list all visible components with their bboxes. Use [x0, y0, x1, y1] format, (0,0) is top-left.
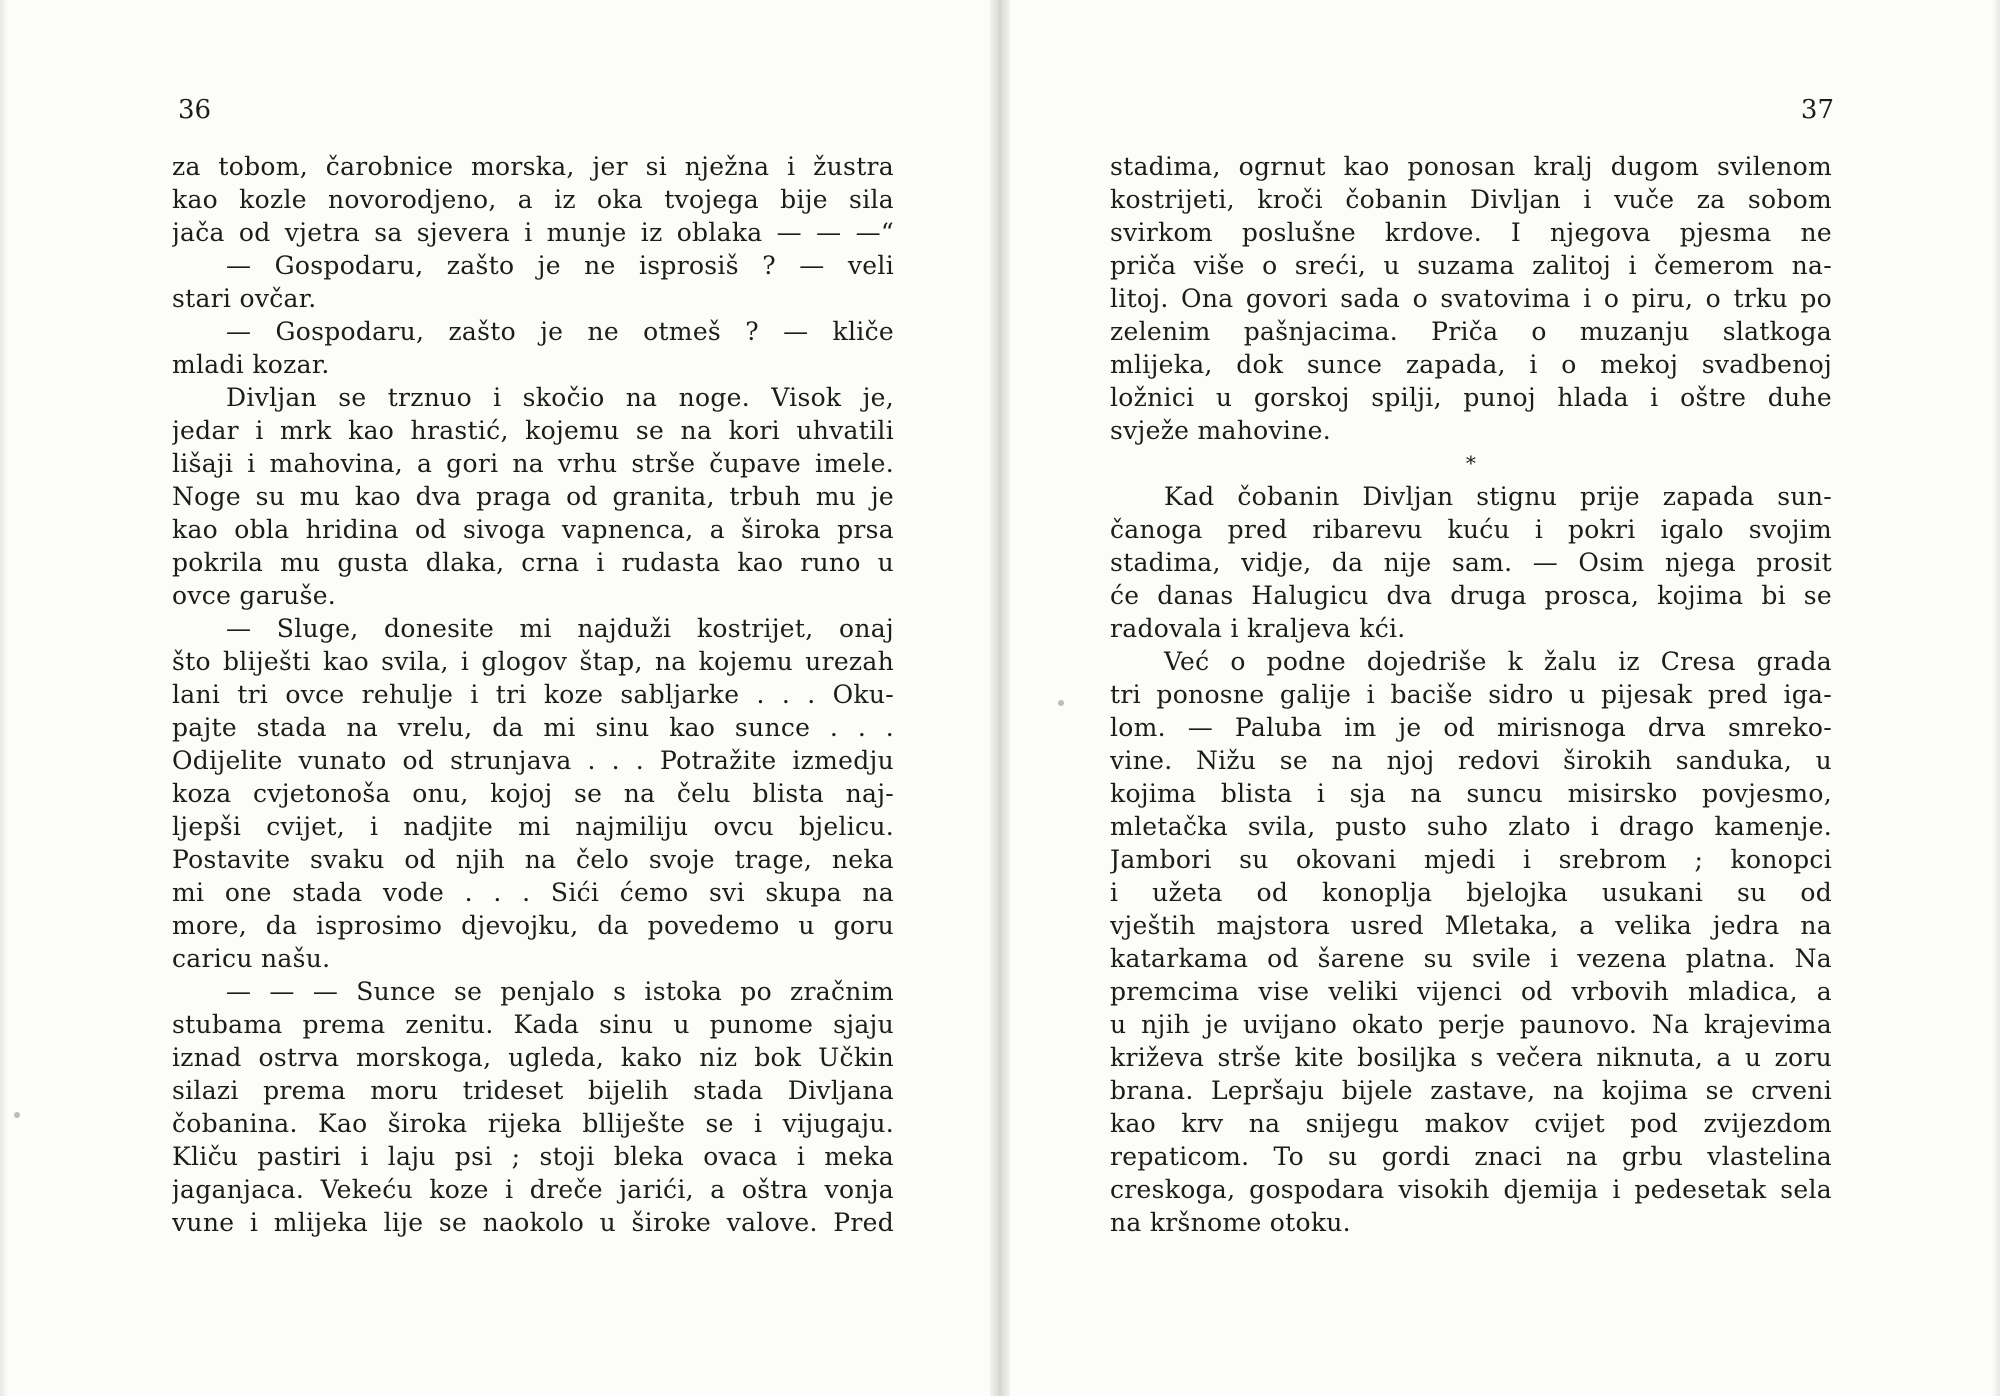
text-line: premcima vise veliki vijenci od vrbovih mladica, a	[1110, 977, 1832, 1006]
text-line: silazi prema moru trideset bijelih stada Divljana	[172, 1076, 894, 1105]
page-number: 37	[1800, 95, 1834, 125]
text-line: Postavite svaku od njih na čelo svoje trage, neka	[172, 845, 894, 874]
text-line: Već o podne dojedriše k žalu iz Cresa grada	[1164, 647, 1832, 676]
text-line: vune i mlijeka lije se naokolo u široke valove. Pred	[172, 1208, 894, 1237]
text-line: kostrijeti, kroči čobanin Divljan i vuče za sobom	[1110, 185, 1832, 214]
text-line: jedar i mrk kao hrastić, kojemu se na kori uhvatili	[172, 416, 894, 445]
text-line: Kliču pastiri i laju psi ; stoji bleka ovaca i meka	[172, 1142, 894, 1171]
text-line: koza cvjetonoša onu, kojoj se na čelu blista naj-	[172, 779, 894, 808]
text-line: mletačka svila, pusto suho zlato i drago kamenje.	[1110, 812, 1832, 841]
text-line: lom. — Paluba im je od mirisnoga drva smreko-	[1110, 713, 1832, 742]
text-line: lani tri ovce rehulje i tri koze sabljarke . . . Oku-	[172, 680, 894, 709]
text-line: Odijelite vunato od strunjava . . . Potražite izmedju	[172, 746, 894, 775]
text-line: svježe mahovine.	[1110, 416, 1331, 445]
text-line: Kad čobanin Divljan stignu prije zapada sun-	[1164, 482, 1832, 511]
text-line: u njih je uvijano okato perje paunovo. Na krajevima	[1110, 1010, 1832, 1039]
text-line: stadima, vidje, da nije sam. — Osim njega prosit	[1110, 548, 1832, 577]
text-line: repaticom. To su gordi znaci na grbu vlastelina	[1110, 1142, 1832, 1171]
text-line: što bliješti kao svila, i glogov štap, na kojemu urezah	[172, 647, 894, 676]
text-line: priča više o sreći, u suzama zalitoj i čemerom na-	[1110, 251, 1832, 280]
text-line: mlijeka, dok sunce zapada, i o mekoj svadbenoj	[1110, 350, 1832, 379]
text-line: kao obla hridina od sivoga vapnenca, a široka prsa	[172, 515, 894, 544]
text-line: mi one stada vode . . . Sići ćemo svi skupa na	[172, 878, 894, 907]
text-line: radovala i kraljeva kći.	[1110, 614, 1406, 643]
text-line: zelenim pašnjacima. Priča o muzanju slatkoga	[1110, 317, 1832, 346]
text-line: vještih majstora usred Mletaka, a velika jedra na	[1110, 911, 1832, 940]
text-line: i užeta od konoplja bjelojka usukani su od	[1110, 878, 1832, 907]
text-line: ovce garuše.	[172, 581, 337, 610]
text-line: pokrila mu gusta dlaka, crna i rudasta kao runo u	[172, 548, 894, 577]
text-line: vine. Nižu se na njoj redovi širokih sanduka, u	[1110, 746, 1832, 775]
page-edge-shadow	[1992, 0, 2000, 1396]
page-edge-shadow	[0, 0, 8, 1396]
text-line: Noge su mu kao dva praga od granita, trbuh mu je	[172, 482, 894, 511]
text-line: pajte stada na vrelu, da mi sinu kao sunce . . .	[172, 713, 894, 742]
text-line: tri ponosne galije i baciše sidro u pijesak pred iga-	[1110, 680, 1832, 709]
text-line: jača od vjetra sa sjevera i munje iz oblaka — — —“	[172, 218, 894, 247]
text-line: kojima blista i sja na suncu misirsko povjesmo,	[1110, 779, 1832, 808]
text-line: ložnici u gorskoj spilji, punoj hlada i oštre duhe	[1110, 383, 1832, 412]
section-break-asterisk: *	[1465, 451, 1477, 475]
page-text	[1110, 150, 1832, 1239]
text-line: ljepši cvijet, i nadjite mi najmiliju ovcu bjelicu.	[172, 812, 894, 841]
text-line: čanoga pred ribarevu kuću i pokri igalo svojim	[1110, 515, 1832, 544]
text-line: — Sluge, donesite mi najduži kostrijet, onaj	[226, 614, 894, 643]
text-line: stubama prema zenitu. Kada sinu u punome sjaju	[172, 1010, 894, 1039]
text-line: stari ovčar.	[172, 284, 317, 313]
text-line: križeva strše kite bosiljka s večera niknuta, a u zoru	[1110, 1043, 1832, 1072]
book-gutter	[990, 0, 1010, 1396]
text-line: more, da isprosimo djevojku, da povedemo u goru	[172, 911, 894, 940]
text-line: svirkom poslušne krdove. I njegova pjesma ne	[1110, 218, 1832, 247]
text-line: — Gospodaru, zašto je ne isprosiš ? — veli	[226, 251, 894, 280]
text-line: kao krv na snijegu makov cvijet pod zvijezdom	[1110, 1109, 1832, 1138]
text-line: Jambori su okovani mjedi i srebrom ; konopci	[1110, 845, 1832, 874]
text-line: lišaji i mahovina, a gori na vrhu strše čupave imele.	[172, 449, 894, 478]
page-text	[172, 150, 894, 1239]
text-line: stadima, ogrnut kao ponosan kralj dugom svilenom	[1110, 152, 1832, 181]
text-line: čobanina. Kao široka rijeka blliješte se i vijugaju.	[172, 1109, 894, 1138]
paper-speck	[1058, 700, 1064, 706]
text-line: litoj. Ona govori sada o svatovima i o piru, o trku po	[1110, 284, 1832, 313]
text-line: — Gospodaru, zašto je ne otmeš ? — kliče	[226, 317, 894, 346]
text-line: za tobom, čarobnice morska, jer si nježna i žustra	[172, 152, 894, 181]
text-line: jaganjaca. Vekeću koze i dreče jarići, a oštra vonja	[172, 1175, 894, 1204]
right-page	[1010, 0, 2000, 1396]
text-line: mladi kozar.	[172, 350, 330, 379]
text-line: će danas Halugicu dva druga prosca, kojima bi se	[1110, 581, 1832, 610]
text-line: Divljan se trznuo i skočio na noge. Visok je,	[226, 383, 894, 412]
text-line: katarkama od šarene su svile i vezena platna. Na	[1110, 944, 1832, 973]
text-line: — — — Sunce se penjalo s istoka po zračnim	[226, 977, 894, 1006]
left-page	[0, 0, 990, 1396]
text-line: na kršnome otoku.	[1110, 1208, 1351, 1237]
text-line: creskoga, gospodara visokih djemija i pedesetak sela	[1110, 1175, 1832, 1204]
text-line: brana. Lepršaju bijele zastave, na kojima se crveni	[1110, 1076, 1832, 1105]
text-line: kao kozle novorodjeno, a iz oka tvojega bije sila	[172, 185, 894, 214]
paper-speck	[14, 1112, 20, 1118]
text-line: caricu našu.	[172, 944, 331, 973]
page-number: 36	[178, 95, 212, 125]
text-line: iznad ostrva morskoga, ugleda, kako niz bok Učkin	[172, 1043, 894, 1072]
